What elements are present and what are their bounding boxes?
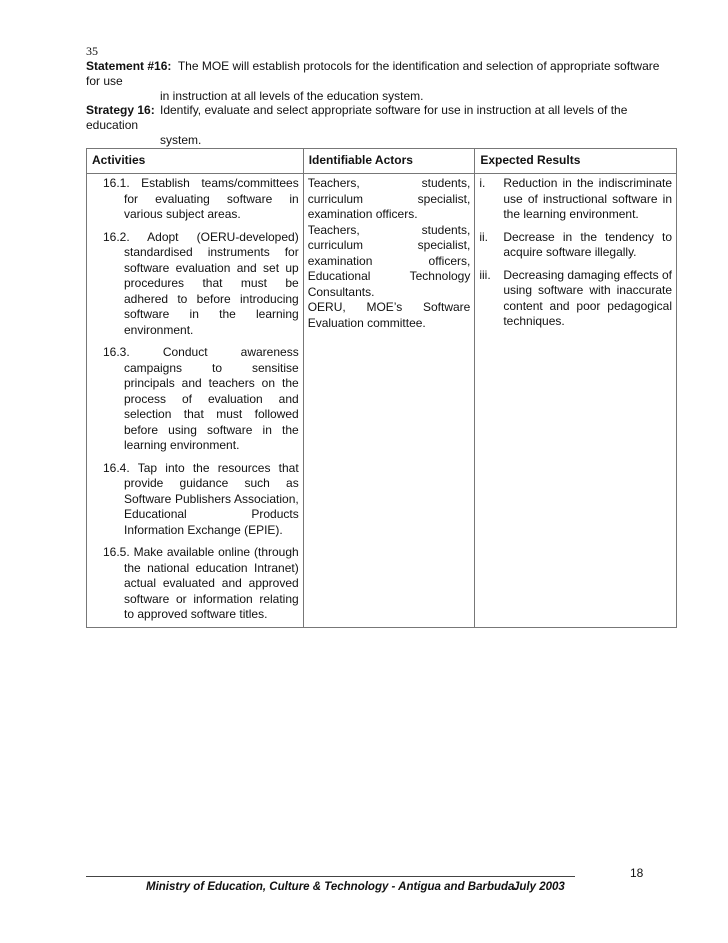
result-text: Reduction in the indiscriminate use of instructional software in the learning environment. [503,176,672,221]
activity-item: 16.5. Make available online (through the national education Intranet) actual evaluated and approved software or information relating to approved software titles. [103,545,299,621]
footer-ministry: Ministry of Education, Culture & Technology - Antigua and Barbuda. [146,881,518,893]
result-text: Decreasing damaging effects of using software with inaccurate content and poor pedagogical techniques. [503,267,672,328]
statement-block [86,59,676,104]
strategy-line-1 [86,103,676,133]
page-number: 18 [630,866,644,880]
result-item [479,268,672,330]
header-results: Expected Results [475,149,677,174]
result-text: Decrease in the tendency to acquire software illegally. [503,229,672,259]
statement-label: Statement #16: [86,59,172,73]
result-number: iii. [479,267,491,282]
statement-line-1 [86,59,676,89]
footer-divider [86,876,575,877]
statement-text-2: in instruction at all levels of the education system. [160,89,424,103]
statement-text-1: The MOE will establish protocols for the identification and selection of appropriate software for use [86,59,660,88]
strategy-label: Strategy 16: [86,103,155,117]
result-item [479,230,672,261]
actors-cell [303,174,475,628]
table-header-row [87,149,677,174]
top-page-number: 35 [86,44,98,58]
activity-item: 16.4. Tap into the resources that provide guidance such as Software Publishers Association, Educational Products Information Exchange (EPIE). [103,460,299,537]
result-number: ii. [479,229,489,244]
result-number: i. [479,176,486,190]
header-activities: Activities [87,149,304,174]
result-item [479,176,672,223]
header-actors: Identifiable Actors [303,149,475,174]
strategy-table [86,148,677,628]
strategy-text-1: Identify, evaluate and select appropriate software for use in instruction at all levels of the education [86,103,628,132]
activities-cell [87,174,304,628]
actor-item: Teachers, students, curriculum specialist, examination officers. [307,176,471,221]
activity-item: 16.1. Establish teams/committees for evaluating software in various subject areas. [103,176,299,221]
table-row [87,174,677,628]
strategy-text-2: system. [160,133,202,147]
strategy-block [86,103,676,148]
actor-item: Teachers, students, curriculum specialist, examination officers, Educational Technology Consultants. [307,222,471,299]
activity-item: 16.3. Conduct awareness campaigns to sensitise principals and teachers on the process of evaluation and selection that must followed before using software in the learning environment. [103,345,299,452]
footer-date: July 2003 [513,881,565,893]
results-cell [475,174,677,628]
actor-item: OERU, MOE’s Software Evaluation committee. [307,300,471,330]
activity-item: 16.2. Adopt (OERU-developed) standardised instruments for software evaluation and set up procedures that must be adhered to before introducing software in the learning environment. [103,229,299,337]
